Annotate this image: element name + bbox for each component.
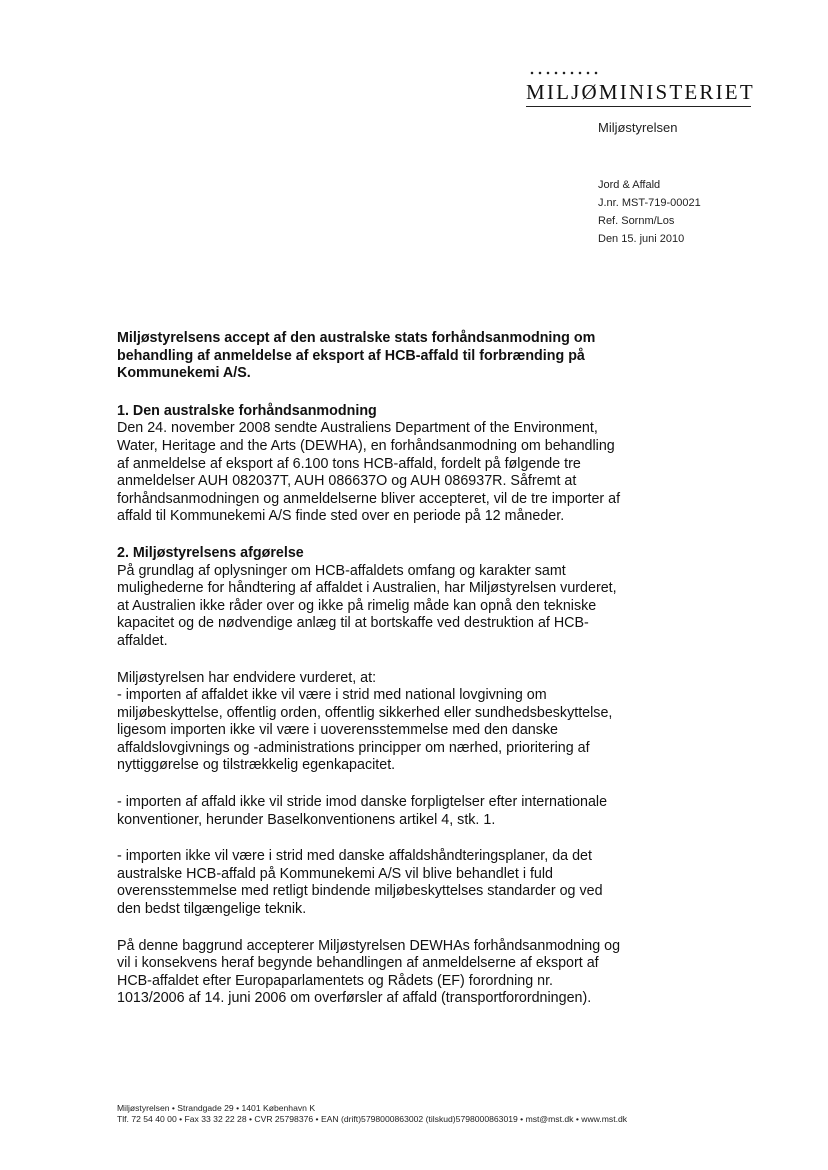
- assessment-item: - importen af affald ikke vil stride imod danske forpligtelser efter internationale konventioner, herunder Baselkonventionens artikel 4, stk. 1.: [117, 794, 608, 828]
- logo-dots: [528, 70, 600, 76]
- section-1-text: Den 24. november 2008 sendte Australiens Department of the Environment, Water, Heritage and the Arts (DEWHA), en forhåndsanmodning om behandling af anmeldelse af eksport af 6.100 tons HCB-affald, fordelt på følgende tre anmeldelser AUH 082037T, AUH 086637O og AUH 086937R. Såfremt at forhåndsanmodningen og anmeldelserne bliver accepteret, vil de tre importer af affald til Kommunekemi A/S finde sted over en periode på 12 måneder.: [117, 420, 621, 525]
- conclusion: På denne baggrund accepterer Miljøstyrelsen DEWHAs forhåndsanmodning og vil i konsekvens heraf begynde behandlingen af anmeldelserne af eksport af HCB-affaldet efter Europaparlamentets og Rådets (EF) forordning nr. 1013/2006 af 14. juni 2006 om overførsler af affald (transportforordningen).: [117, 937, 621, 1007]
- section-2-text: På grundlag af oplysninger om HCB-affaldets omfang og karakter samt mulighederne for håndtering af affaldet i Australien, har Miljøstyrelsen vurderet, at Australien ikke råder over og ikke på rimelig måde kan opnå den tekniske kapacitet og de nødvendige anlæg til at bortskaffe ved destruktion af HCB-affaldet.: [117, 562, 617, 649]
- ministry-logo: MILJØMINISTERIET: [526, 80, 755, 104]
- footer-address: Miljøstyrelsen • Strandgade 29 • 1401 København K: [117, 1103, 316, 1113]
- section-2-heading: 2. Miljøstyrelsens afgørelse: [117, 544, 304, 561]
- footer: [117, 1103, 627, 1125]
- footer-contact: Tlf. 72 54 40 00 • Fax 33 32 22 28 • CVR 25798376 • EAN (drift)5798000863002 (tilskud)5798000863019 • mst@mst.dk • www.mst.dk: [117, 1114, 628, 1124]
- reference: Ref. Sornm/Los: [598, 215, 675, 227]
- logo-rule: [526, 106, 751, 107]
- assessment-intro: Miljøstyrelsen har endvidere vurderet, at:: [117, 669, 377, 686]
- assessment-item: - importen af affaldet ikke vil være i strid med national lovgivning om miljøbeskyttelse, offentlig orden, offentlig sikkerhed eller sundhedsbeskyttelse, ligesom importen ikke vil være i uoverensstemmelse med den danske affaldslovgivnings og -administrations principper om nærhed, prioritering af nyttiggørelse og tilstrækkelig egenkapacitet.: [117, 687, 613, 774]
- letter-title: Miljøstyrelsens accept af den australske stats forhåndsanmodning om behandling af anmeldelse af eksport af HCB-affald til forbrænding på Kommunekemi A/S.: [117, 330, 596, 382]
- agency-name: Miljøstyrelsen: [598, 120, 678, 135]
- department: Jord & Affald: [598, 179, 661, 191]
- reference-block: [598, 176, 701, 248]
- section-1-heading: 1. Den australske forhåndsanmodning: [117, 402, 377, 419]
- letter-date: Den 15. juni 2010: [598, 233, 685, 245]
- journal-number: J.nr. MST-719-00021: [598, 197, 701, 209]
- letter-body: [117, 330, 622, 1027]
- assessment-item: - importen ikke vil være i strid med danske affaldshåndteringsplaner, da det australske HCB-affald på Kommunekemi A/S vil blive behandlet i fuld overensstemmelse med retligt bindende miljøbeskyttelses standarder og ved den bedst tilgængelige teknik.: [117, 848, 603, 918]
